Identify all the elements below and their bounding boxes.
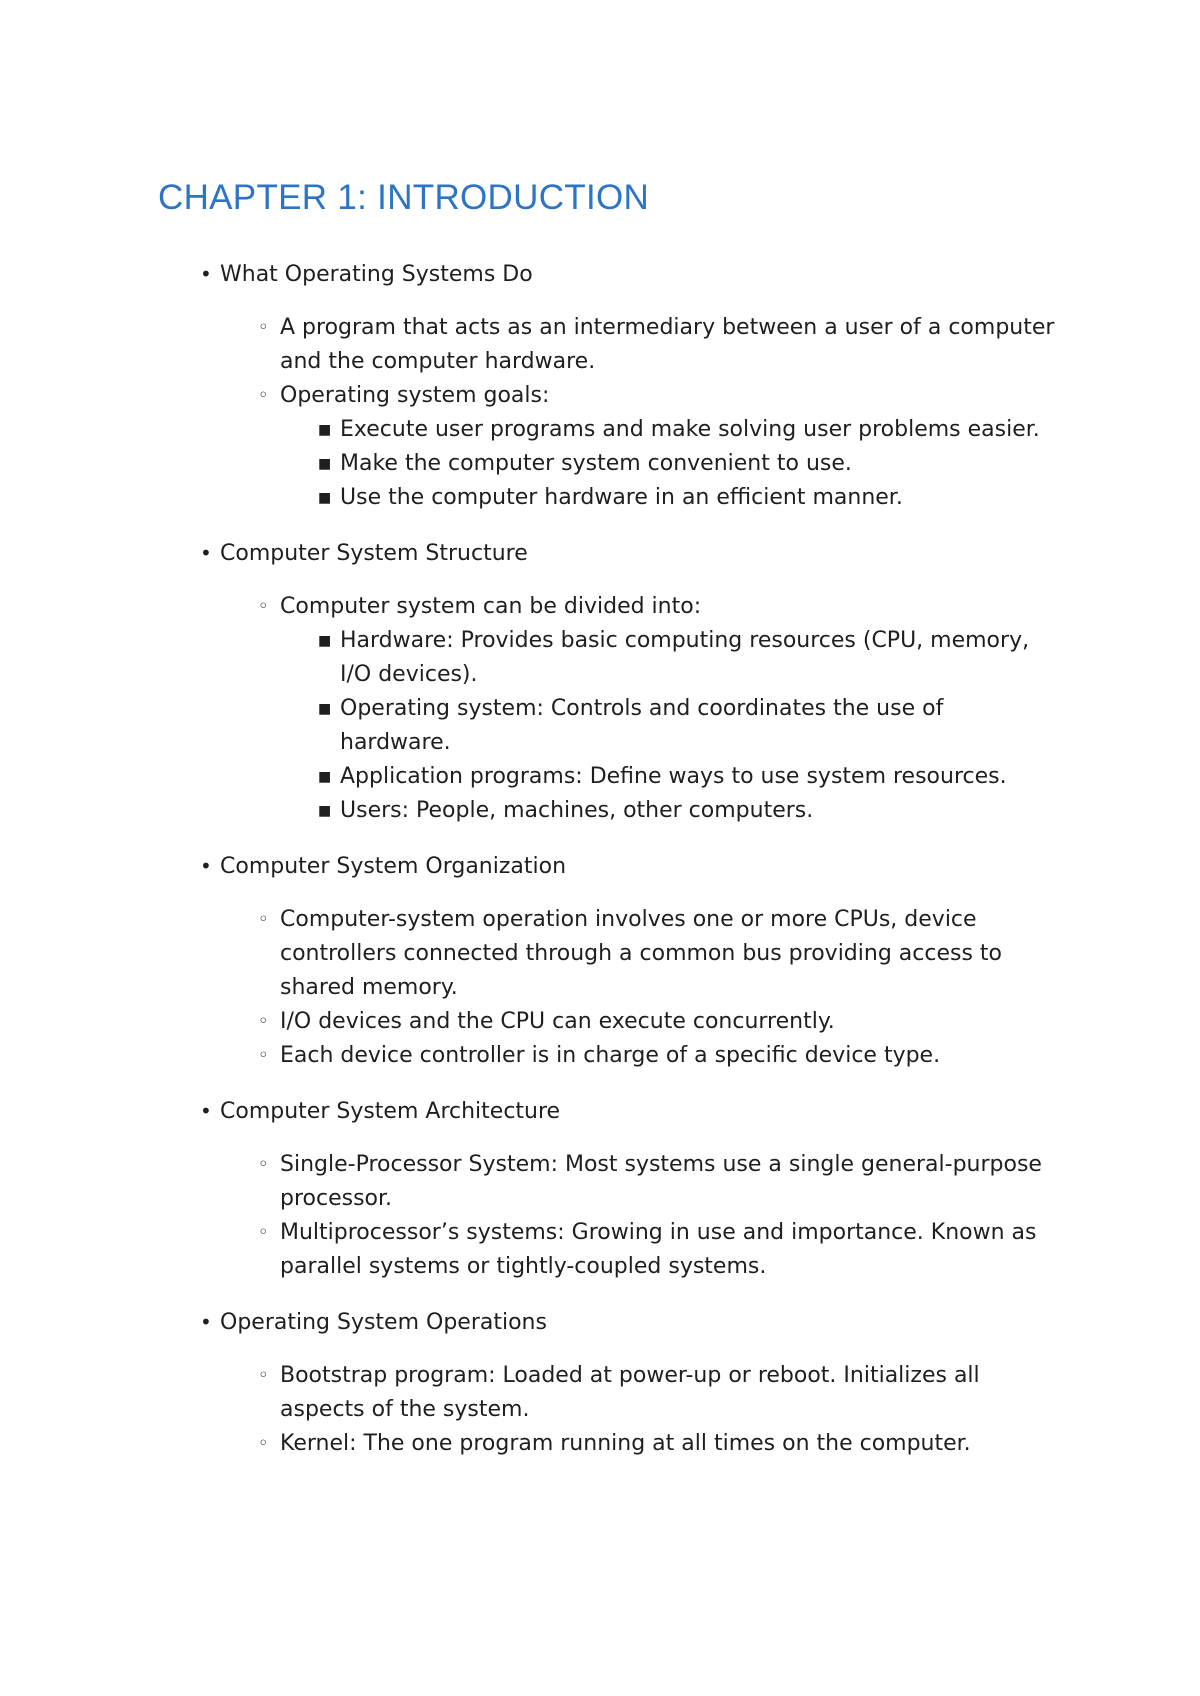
section-what-os-do [198,258,1058,515]
list-item-text: Execute user programs and make solving user problems easier. [340,417,1040,442]
list-item-text: Operating system: Controls and coordinates the use of hardware. [340,696,944,755]
list-item [198,1148,1058,1216]
list-item-text: Operating system goals: [280,383,550,408]
list-item [198,760,1058,794]
square-bullet-icon: ■ [318,422,332,438]
list-item [198,481,1058,515]
hollow-circle-bullet-icon: ◦ [258,1011,269,1032]
list-item [198,794,1058,828]
square-bullet-icon: ■ [318,456,332,472]
section-system-architecture [198,1095,1058,1284]
section-heading [198,1306,1058,1339]
square-bullet-icon: ■ [318,803,332,819]
hollow-circle-bullet-icon: ◦ [258,1154,269,1175]
hollow-circle-bullet-icon: ◦ [258,596,269,617]
bullet-dot-icon: • [200,262,212,286]
list-item-text: Computer system can be divided into: [280,594,702,619]
square-bullet-icon: ■ [318,701,332,717]
document-body [198,258,1058,1483]
list-item [198,1359,1058,1427]
list-item [198,413,1058,447]
list-item-text: Kernel: The one program running at all times on the computer. [280,1431,971,1456]
hollow-circle-bullet-icon: ◦ [258,1365,269,1386]
list-item-text: Single-Processor System: Most systems use a single general-purpose processor. [280,1152,1042,1211]
page-title: CHAPTER 1: INTRODUCTION [158,178,650,217]
section-heading-text: Computer System Structure [220,541,528,566]
hollow-circle-bullet-icon: ◦ [258,1433,269,1454]
square-bullet-icon: ■ [318,633,332,649]
list-item [198,1216,1058,1284]
list-item-text: Each device controller is in charge of a specific device type. [280,1043,941,1068]
list-item-text: Users: People, machines, other computers. [340,798,814,823]
hollow-circle-bullet-icon: ◦ [258,1222,269,1243]
hollow-circle-bullet-icon: ◦ [258,909,269,930]
list-item-text: Multiprocessor’s systems: Growing in use and importance. Known as parallel systems or tightly-coupled systems. [280,1220,1037,1279]
section-heading-text: Operating System Operations [220,1310,547,1335]
list-item [198,590,1058,624]
list-item [198,903,1058,1005]
list-item [198,624,1058,692]
square-bullet-icon: ■ [318,490,332,506]
square-bullet-icon: ■ [318,769,332,785]
bullet-dot-icon: • [200,1099,212,1123]
bullet-dot-icon: • [200,854,212,878]
list-item [198,447,1058,481]
list-item-text: Application programs: Define ways to use system resources. [340,764,1007,789]
list-item-text: Hardware: Provides basic computing resources (CPU, memory, I/O devices). [340,628,1030,687]
list-item [198,1427,1058,1461]
list-item [198,1039,1058,1073]
section-os-operations [198,1306,1058,1461]
list-item [198,1005,1058,1039]
list-item-text: Use the computer hardware in an efficient manner. [340,485,903,510]
list-item [198,692,1058,760]
list-item-text: A program that acts as an intermediary between a user of a computer and the computer hardware. [280,315,1055,374]
list-item [198,379,1058,413]
list-item-text: Computer-system operation involves one or more CPUs, device controllers connected through a common bus providing access to shared memory. [280,907,1002,1000]
section-heading [198,258,1058,291]
list-item-text: Make the computer system convenient to use. [340,451,852,476]
section-heading [198,850,1058,883]
list-item [198,311,1058,379]
bullet-dot-icon: • [200,1310,212,1334]
section-system-organization [198,850,1058,1073]
list-item-text: I/O devices and the CPU can execute concurrently. [280,1009,835,1034]
hollow-circle-bullet-icon: ◦ [258,1045,269,1066]
hollow-circle-bullet-icon: ◦ [258,317,269,338]
section-system-structure [198,537,1058,828]
hollow-circle-bullet-icon: ◦ [258,385,269,406]
section-heading-text: What Operating Systems Do [220,262,533,287]
section-heading-text: Computer System Architecture [220,1099,561,1124]
bullet-dot-icon: • [200,541,212,565]
section-heading-text: Computer System Organization [220,854,567,879]
list-item-text: Bootstrap program: Loaded at power-up or reboot. Initializes all aspects of the system. [280,1363,980,1422]
section-heading [198,537,1058,570]
section-heading [198,1095,1058,1128]
